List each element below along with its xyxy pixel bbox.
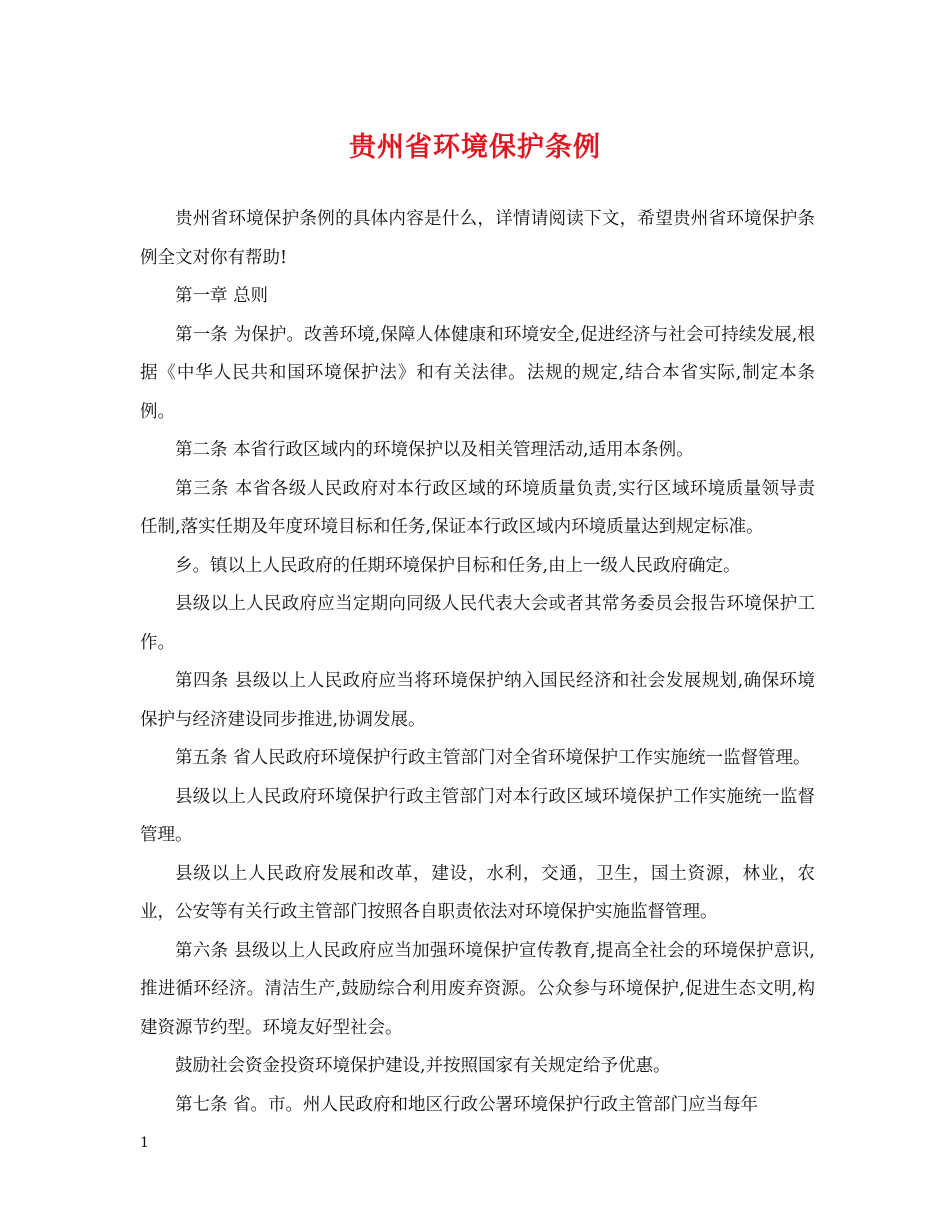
article-2: 第二条 本省行政区域内的环境保护以及相关管理活动,适用本条例。 — [175, 440, 694, 460]
article-7: 第七条 省。市。州人民政府和地区行政公署环境保护行政主管部门应当每年 — [175, 1094, 759, 1115]
article-3: 第三条 本省各级人民政府对本行政区域的环境质量负责,实行区域环境质量领导责任制,落实任期及年度环境目标和任务,保证本行政区域内环境质量达到规定标准。 — [140, 478, 815, 537]
article-5-paragraph-2: 县级以上人民政府环境保护行政主管部门对本行政区域环境保护工作实施统一监督管理。 — [140, 786, 815, 845]
article-4: 第四条 县级以上人民政府应当将环境保护纳入国民经济和社会发展规划,确保环境保护与经济建设同步推进,协调发展。 — [140, 671, 815, 730]
article-5-paragraph-3: 县级以上人民政府发展和改革，建设，水利，交通，卫生，国土资源，林业，农业，公安等有关行政主管部门按照各自职责依法对环境保护实施监督管理。 — [140, 863, 815, 922]
article-6-paragraph-2: 鼓励社会资金投资环境保护建设,并按照国家有关规定给予优惠。 — [175, 1056, 671, 1076]
document-body — [140, 200, 815, 1124]
chapter-heading: 第一章 总则 — [175, 286, 269, 306]
intro-paragraph: 贵州省环境保护条例的具体内容是什么，详情请阅读下文，希望贵州省环境保护条例全文对你有帮助! — [140, 209, 815, 268]
article-3-paragraph-2: 乡。镇以上人民政府的任期环境保护目标和任务,由上一级人民政府确定。 — [175, 555, 741, 576]
document-title: 贵州省环境保护条例 — [349, 132, 601, 163]
article-1: 第一条 为保护。改善环境,保障人体健康和环境安全,促进经济与社会可持续发展,根据《中华人民共和国环境保护法》和有关法律。法规的规定,结合本省实际,制定本条例。 — [140, 324, 815, 422]
article-3-paragraph-3: 县级以上人民政府应当定期向同级人民代表大会或者其常务委员会报告环境保护工作。 — [140, 594, 815, 653]
article-5: 第五条 省人民政府环境保护行政主管部门对全省环境保护工作实施统一监督管理。 — [175, 748, 811, 768]
page-number: 1 — [140, 1135, 149, 1151]
article-6: 第六条 县级以上人民政府应当加强环境保护宣传教育,提高全社会的环境保护意识,推进循环经济。清洁生产,鼓励综合利用废弃资源。公众参与环境保护,促进生态文明,构建资源节约型。环境友好型社会。 — [140, 940, 815, 1038]
